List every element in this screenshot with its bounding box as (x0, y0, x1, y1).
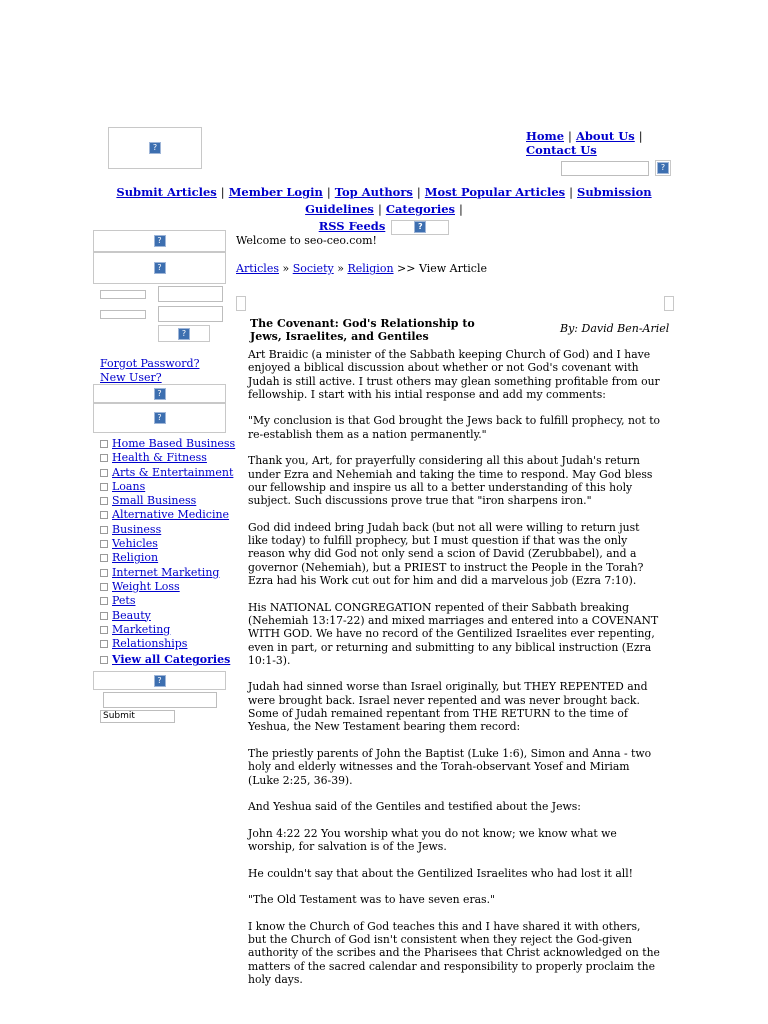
separator: | (459, 202, 463, 216)
category-link[interactable]: Business (112, 522, 162, 536)
article-paragraph: John 4:22 22 You worship what you do not know; we know what we worship, for salvation is of the Jews. (248, 826, 617, 853)
category-item (100, 551, 226, 565)
nav-member-login[interactable]: Member Login (228, 185, 323, 199)
category-link[interactable]: Arts & Entertainment (112, 465, 234, 479)
about-us-link[interactable]: About Us (575, 129, 635, 143)
broken-image-icon: ? (657, 162, 669, 174)
bullet-icon (100, 454, 108, 462)
forgot-password-link[interactable]: Forgot Password? (100, 357, 200, 370)
new-user-link[interactable]: New User? (100, 371, 162, 384)
category-link[interactable]: Loans (112, 479, 146, 493)
bullet-icon (100, 612, 108, 620)
category-link[interactable]: Home Based Business (112, 437, 236, 450)
category-link[interactable]: Beauty (112, 608, 151, 622)
bullet-icon (100, 483, 108, 491)
password-input[interactable] (158, 306, 223, 322)
separator: | (569, 185, 573, 199)
separator: | (416, 185, 421, 199)
view-all-categories-link[interactable]: View all Categories (112, 653, 231, 667)
article-paragraph: His NATIONAL CONGREGATION repented of their Sabbath breaking (Nehemiah 13:17-22) and mixed marriages and entered into a COVENANT WITH GOD. We have no record of the Gentilized Israelites ever repenting, even in part, or returning and submitting to any biblical instruction (Ezra 10:1-3). (248, 600, 659, 667)
breadcrumb-separator: » (337, 262, 344, 275)
article-paragraph: And Yeshua said of the Gentiles and testified about the Jews: (248, 800, 581, 814)
category-item (100, 508, 230, 522)
submit-button[interactable]: Submit (100, 710, 175, 723)
category-item-view-all (100, 653, 231, 667)
category-link[interactable]: Internet Marketing (112, 565, 220, 579)
bullet-icon (100, 497, 108, 505)
article-title: The Covenant: God's Relationship to Jews, Israelites, and Gentiles (250, 317, 475, 343)
category-link[interactable]: Vehicles (112, 537, 158, 551)
broken-image-icon: ? (149, 142, 161, 154)
category-item (100, 523, 226, 537)
search-input[interactable] (561, 161, 649, 176)
category-link[interactable]: Small Business (112, 494, 197, 508)
nav-submit-articles[interactable]: Submit Articles (116, 185, 217, 199)
separator: | (326, 185, 331, 199)
home-link[interactable]: Home (526, 129, 565, 143)
bullet-icon (100, 656, 108, 664)
broken-image-icon: ? (154, 262, 166, 274)
category-link[interactable]: Alternative Medicine (112, 508, 230, 522)
breadcrumb-current: >> View Article (397, 262, 487, 275)
article-body (248, 348, 662, 1000)
nav-most-popular-articles[interactable]: Most Popular Articles (424, 185, 566, 199)
breadcrumb (236, 262, 487, 275)
newsletter-input[interactable] (103, 692, 217, 708)
rss-feed-button[interactable] (391, 220, 449, 235)
login-label-placeholder (100, 310, 146, 319)
broken-image-icon: ? (154, 388, 166, 400)
bullet-icon (100, 526, 108, 534)
category-link[interactable]: Health & Fitness (112, 451, 207, 465)
category-link[interactable]: Marketing (112, 622, 171, 636)
article-paragraph: Judah had sinned worse than Israel originally, but THEY REPENTED and were brought back. Israel never repented and was never brought back. Some of Judah remained repentant from THE RETURN to the time of Yeshua, the New Testament bearing them record: (248, 680, 648, 734)
broken-image-icon: ? (154, 235, 166, 247)
sidebar-banner-3 (93, 384, 226, 403)
bullet-icon (100, 626, 108, 634)
top-links (526, 129, 676, 157)
category-item (100, 437, 236, 451)
article-paragraph: The priestly parents of John the Baptist (Luke 1:6), Simon and Anna - two holy and elderly witnesses and the Torah-observant Yosef and Miriam (Luke 2:25, 36-39). (248, 746, 652, 787)
broken-image-icon: ? (154, 675, 166, 687)
category-item (100, 451, 226, 465)
separator: | (638, 129, 643, 143)
category-item (100, 594, 226, 608)
nav-submission-guidelines[interactable]: Submission Guidelines (305, 185, 652, 216)
broken-image-icon: ? (178, 328, 190, 340)
category-item (100, 609, 226, 623)
nav-rss-feeds[interactable]: RSS Feeds (318, 219, 386, 233)
category-item (100, 494, 226, 508)
separator: | (568, 129, 572, 143)
bullet-icon (100, 569, 108, 577)
category-link[interactable]: Weight Loss (112, 579, 180, 593)
sidebar-banner-2 (93, 252, 226, 284)
category-link[interactable]: Pets (112, 594, 136, 608)
sidebar-banner-4 (93, 403, 226, 433)
article-paragraph: God did indeed bring Judah back (but not all were willing to return just like today) to fulfill prophecy, but I must question if that was the only reason why did God not only send a scion of David (Zerubbabel), and a governor (Nehemiah), but a PRIEST to instruct the People in the Torah? Ezra had his Work cut out for him and did a marvelous job (Ezra 7:10). (248, 520, 644, 588)
login-button[interactable] (158, 325, 210, 342)
breadcrumb-separator: » (282, 262, 290, 275)
username-input[interactable] (158, 286, 223, 302)
breadcrumb-articles[interactable]: Articles (236, 262, 279, 275)
category-item (100, 465, 234, 480)
account-links (100, 357, 226, 385)
broken-image-icon: ? (414, 221, 426, 233)
article-paragraph: Thank you, Art, for prayerfully considering all this about Judah's return under Ezra and Nehemiah and taking the time to respond. May God bless our fellowship and inspire us all to a better understanding of this holy subject. Such discussions prove true that "iron sharpens iron." (248, 454, 653, 508)
category-item (100, 537, 226, 551)
sidebar-banner-1 (93, 230, 226, 252)
article-paragraph: He couldn't say that about the Gentilized Israelites who had lost it all! (248, 866, 634, 880)
article-paragraph: I know the Church of God teaches this and I have shared it with others, but the Church of God isn't consistent when they reject the God-given authority of the scribes and the Pharisees that Christ acknowledged on the matters of the sacred calendar and responsibility to properly proclaim the holy days. (248, 919, 660, 986)
bullet-icon (100, 511, 108, 519)
article-paragraph: Art Braidic (a minister of the Sabbath keeping Church of God) and I have enjoyed a biblical discussion about whether or not God's covenant with Judah is still active. I trust others may glean something profitable from our fellowship. I start with his intial response and add my comments: (248, 348, 660, 401)
logo-placeholder[interactable] (108, 127, 202, 169)
broken-image-icon: ? (154, 412, 166, 424)
article-paragraph: "My conclusion is that God brought the Jews back to fulfill prophecy, not to re-establish them as a nation permanently." (248, 414, 661, 441)
bullet-icon (100, 597, 108, 605)
bullet-icon (100, 640, 108, 648)
bullet-icon (100, 540, 108, 548)
welcome-text: Welcome to seo-ceo.com! (236, 234, 377, 247)
bullet-icon (100, 440, 108, 448)
nav-categories[interactable]: Categories (385, 202, 455, 216)
bullet-icon (100, 554, 108, 562)
breadcrumb-religion[interactable]: Religion (347, 262, 394, 275)
category-item (100, 623, 226, 637)
newsletter-banner (93, 671, 226, 690)
article-author: By: David Ben-Ariel (560, 322, 670, 335)
category-link[interactable]: Religion (112, 551, 159, 565)
category-item (100, 580, 226, 594)
article-paragraph: "The Old Testament was to have seven eras." (248, 893, 495, 907)
login-label-placeholder (100, 290, 146, 299)
nav-top-authors[interactable]: Top Authors (334, 185, 413, 199)
category-link[interactable]: Relationships (112, 637, 188, 651)
separator: | (377, 202, 382, 216)
category-item (100, 566, 226, 580)
image-placeholder (236, 296, 246, 311)
separator: | (220, 185, 225, 199)
search-button[interactable] (655, 160, 671, 176)
contact-us-link[interactable]: Contact Us (526, 143, 597, 157)
category-item (100, 637, 226, 651)
bullet-icon (100, 469, 108, 477)
main-nav (95, 184, 673, 235)
bullet-icon (100, 583, 108, 591)
category-item (100, 480, 226, 494)
image-placeholder (664, 296, 674, 311)
category-list (100, 437, 236, 668)
breadcrumb-society[interactable]: Society (292, 262, 334, 275)
